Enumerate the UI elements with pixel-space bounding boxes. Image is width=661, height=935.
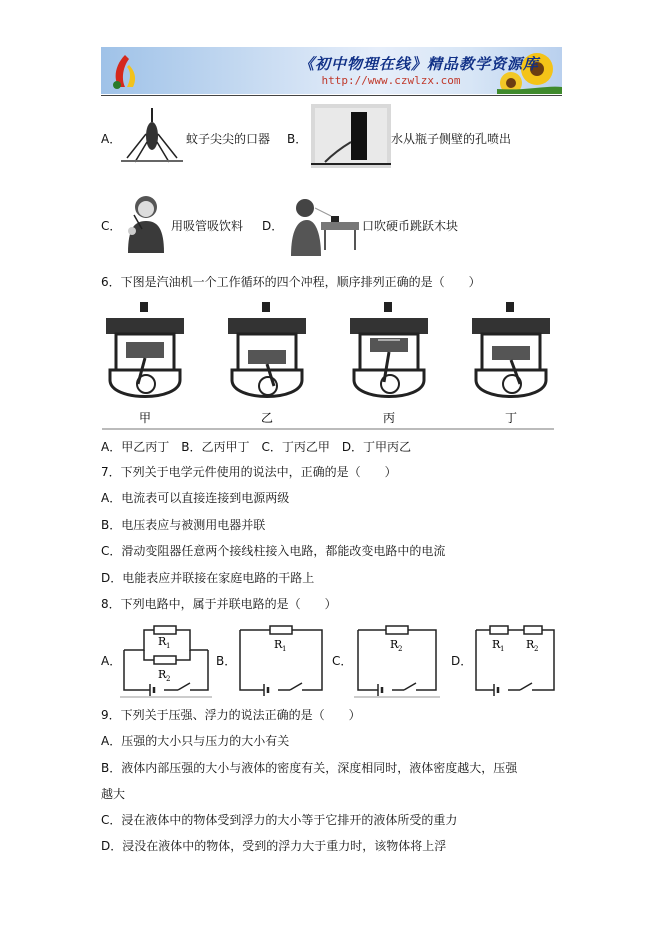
resistor-r1-label: R bbox=[492, 638, 501, 651]
q6-stem: 6．下图是汽油机一个工作循环的四个冲程，顺序排列正确的是（ ） bbox=[101, 275, 481, 289]
engine-label-bing: 丙 bbox=[382, 411, 396, 425]
q8-option-a-label: A． bbox=[101, 654, 122, 668]
q5-option-b-label: B． bbox=[287, 132, 308, 146]
q5-option-c-label: C． bbox=[101, 219, 122, 233]
resistor-r1-subscript: 1 bbox=[166, 642, 171, 650]
header-divider bbox=[101, 95, 562, 96]
mosquito-image bbox=[121, 106, 183, 164]
q9-option-b-line1: B．液体内部压强的大小与液体的密度有关，深度相同时，液体密度越大，压强 bbox=[101, 761, 518, 775]
engine-label-yi: 乙 bbox=[260, 411, 274, 425]
circuit-b-diagram bbox=[236, 620, 326, 698]
header-banner bbox=[101, 47, 562, 94]
q9-option-c: C．浸在液体中的物体受到浮力的大小等于它排开的液体所受的重力 bbox=[101, 813, 458, 827]
engine-ding-diagram bbox=[472, 302, 550, 397]
water-bottle-image bbox=[311, 104, 391, 168]
resistor-r2-label: R bbox=[390, 638, 399, 651]
q7-option-c: C．滑动变阻器任意两个接线柱接入电路，都能改变电路中的电流 bbox=[101, 544, 446, 558]
q8-stem: 8．下列电路中，属于并联电路的是（ ） bbox=[101, 597, 337, 611]
engine-label-ding: 丁 bbox=[504, 411, 518, 425]
q7-option-d: D．电能表应并联接在家庭电路的干路上 bbox=[101, 571, 315, 585]
q8-option-d-label: D． bbox=[451, 654, 473, 668]
coin-blowing-image bbox=[285, 188, 361, 256]
q5-option-a-text: 蚊子尖尖的口器 bbox=[186, 132, 271, 146]
q7-option-b: B．电压表应与被测用电器并联 bbox=[101, 518, 266, 532]
resistor-r2-subscript: 2 bbox=[166, 675, 171, 683]
q7-stem: 7．下列关于电学元件使用的说法中，正确的是（ ） bbox=[101, 465, 397, 479]
resistor-r1-subscript: 1 bbox=[282, 645, 287, 653]
engine-bing-diagram bbox=[350, 302, 428, 397]
banner-title: 《初中物理在线》精品教学资源库 bbox=[298, 55, 539, 73]
resistor-r1-label: R bbox=[274, 638, 283, 651]
banner-url[interactable]: http://www.czwlzx.com bbox=[321, 74, 461, 87]
circuit-d-diagram bbox=[472, 620, 558, 698]
q7-option-a: A．电流表可以直接连接到电源两级 bbox=[101, 491, 290, 505]
engine-strokes-figure bbox=[100, 300, 556, 430]
resistor-r2-label: R bbox=[158, 668, 167, 681]
circuit-a-diagram bbox=[120, 620, 212, 698]
q8-option-b-label: B． bbox=[216, 654, 237, 668]
q5-option-d-label: D． bbox=[262, 219, 284, 233]
q5-option-d-text: 口吹硬币跳跃木块 bbox=[362, 219, 459, 233]
q9-option-d: D．浸没在液体中的物体，受到的浮力大于重力时，该物体将上浮 bbox=[101, 839, 447, 853]
q5-option-b-text: 水从瓶子侧壁的孔喷出 bbox=[391, 132, 512, 146]
resistor-r2-subscript: 2 bbox=[398, 645, 403, 653]
site-logo-icon bbox=[105, 51, 145, 91]
circuit-c-diagram bbox=[354, 620, 440, 698]
q9-option-b-line2: 越大 bbox=[101, 787, 126, 801]
q8-option-c-label: C． bbox=[332, 654, 353, 668]
q5-option-a-label: A． bbox=[101, 132, 122, 146]
child-drinking-image bbox=[120, 193, 170, 253]
engine-yi-diagram bbox=[228, 302, 306, 397]
resistor-r1-label: R bbox=[158, 635, 167, 648]
q5-option-c-text: 用吸管吸饮料 bbox=[171, 219, 244, 233]
resistor-r2-label: R bbox=[526, 638, 535, 651]
engine-label-jia: 甲 bbox=[138, 411, 152, 425]
q9-stem: 9．下列关于压强、浮力的说法正确的是（ ） bbox=[101, 708, 361, 722]
q9-option-a: A．压强的大小只与压力的大小有关 bbox=[101, 734, 290, 748]
resistor-r1-subscript: 1 bbox=[500, 645, 505, 653]
q6-options: A．甲乙丙丁 B．乙丙甲丁 C．丁丙乙甲 D．丁甲丙乙 bbox=[101, 440, 412, 454]
resistor-r2-subscript: 2 bbox=[534, 645, 539, 653]
engine-jia-diagram bbox=[106, 302, 184, 397]
